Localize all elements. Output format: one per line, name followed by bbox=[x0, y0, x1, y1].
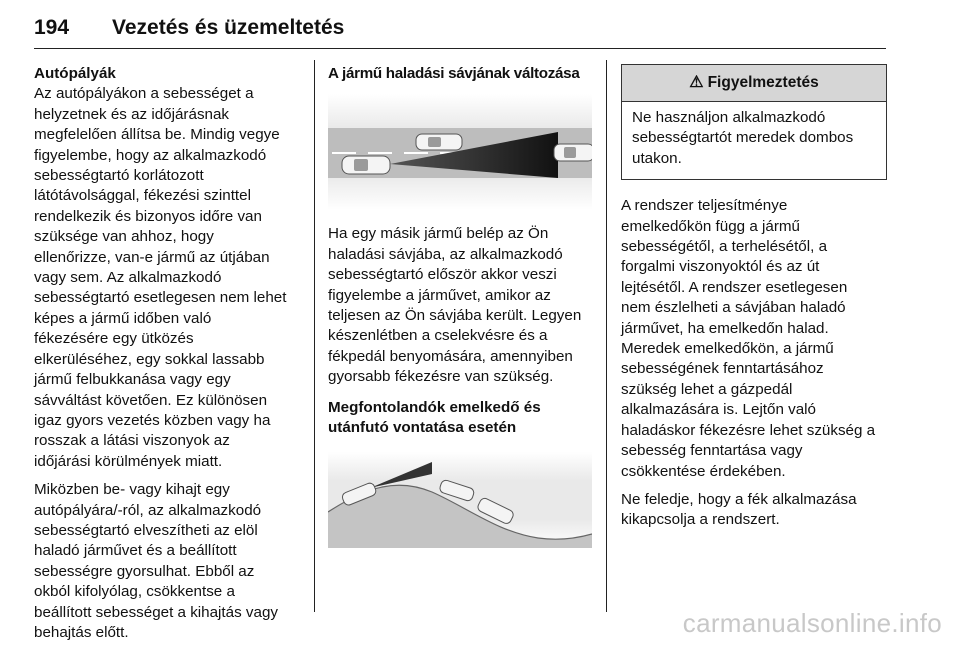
chapter-title: Vezetés és üzemeltetés bbox=[112, 16, 345, 39]
watermark-footer: carmanualsonline.info bbox=[682, 608, 942, 638]
paragraph: Ne feledje, hogy a fék alkalmazása kikapcsolja a rendszert. bbox=[621, 490, 857, 529]
paragraph: A rendszer teljesítménye emelkedőkön függ a jármű sebességétől, a terhelésétől, a forgalmi viszonyoktól és az út lejtésétől. A rendszer esetlegesen nem észlelheti a sávjában haladó járművet, ha emelkedőn halad. Meredek emelkedőkön, a jármű sebességének fenntartásához szükség lehet a gázpedál alkalmazására is. Lejtőn való haladáskor fékezésre lehet szükség a sebesség fenntartása vagy csökkentése érdekében. bbox=[621, 197, 876, 480]
warning-title: Figyelmeztetés bbox=[707, 73, 819, 91]
section-heading-lane-change: A jármű haladási sávjának változása bbox=[328, 65, 580, 82]
warning-text: Ne használjon alkalmazkodó sebességtartót meredek dombos utakon. bbox=[632, 109, 854, 167]
paragraph: Ha egy másik jármű belép az Ön haladási sávjába, az alkalmazkodó sebességtartó először akkor veszi figyelembe a járművet, amikor az teljesen az Ön sávjába került. Legyen készenlétben a cselekvésre és a fékpedál benyomására, amennyiben gyorsabb fékezésre van szükség. bbox=[328, 225, 582, 386]
paragraph: Az autópályákon a sebességet a helyzetnek és az időjárásnak megfelelően állítsa be. Mindig vegye figyelembe, hogy az alkalmazkodó sebességtartó korlátozott látótávolsággal, fékezési szinttel rendelkezik és bizonyos időre van szüksége van ahhoz, hogy ellenőrizze, van-e jármű az útjában vagy sem. Az alkalmazkodó sebességtartó esetlegesen nem lehet képes a jármű időben való fékezésére egy ütközés elkerüléséhez, egy sokkal lassabb jármű felbukkanása vagy egy sávváltást követően. Ez különösen igaz gyors vezetés közben vagy ha rosszak a látási viszonyok az időjárási körülmények miatt. bbox=[34, 85, 287, 470]
hill-illustration bbox=[328, 452, 592, 548]
section-heading-autopalyak: Autópályák bbox=[34, 65, 116, 82]
warning-triangle-icon: ⚠ bbox=[689, 73, 704, 91]
warning-header bbox=[622, 65, 886, 102]
column-divider bbox=[314, 60, 315, 612]
column-divider bbox=[606, 60, 607, 612]
lane-change-illustration bbox=[328, 94, 592, 210]
section-heading-hills-trailer: Megfontolandók emelkedő és utánfutó vontatása esetén bbox=[328, 398, 541, 437]
warning-box bbox=[621, 64, 887, 180]
page-header bbox=[34, 8, 886, 49]
column-middle bbox=[328, 64, 592, 548]
column-left bbox=[34, 64, 304, 651]
warning-body bbox=[622, 102, 886, 179]
hill-drawing bbox=[328, 452, 592, 548]
page-number: 194 bbox=[34, 16, 70, 39]
lane-change-drawing bbox=[328, 94, 592, 210]
column-right bbox=[621, 64, 889, 539]
paragraph: Miközben be- vagy kihajt egy autópályára/-ról, az alkalmazkodó sebességtartó elveszítheti az elöl haladó járművet és a beállított sebességre gyorsulhat. Ebből az okból kifolyólag, csökkentse a beállított sebességet a kihajtás vagy behajtás előtt. bbox=[34, 481, 278, 641]
